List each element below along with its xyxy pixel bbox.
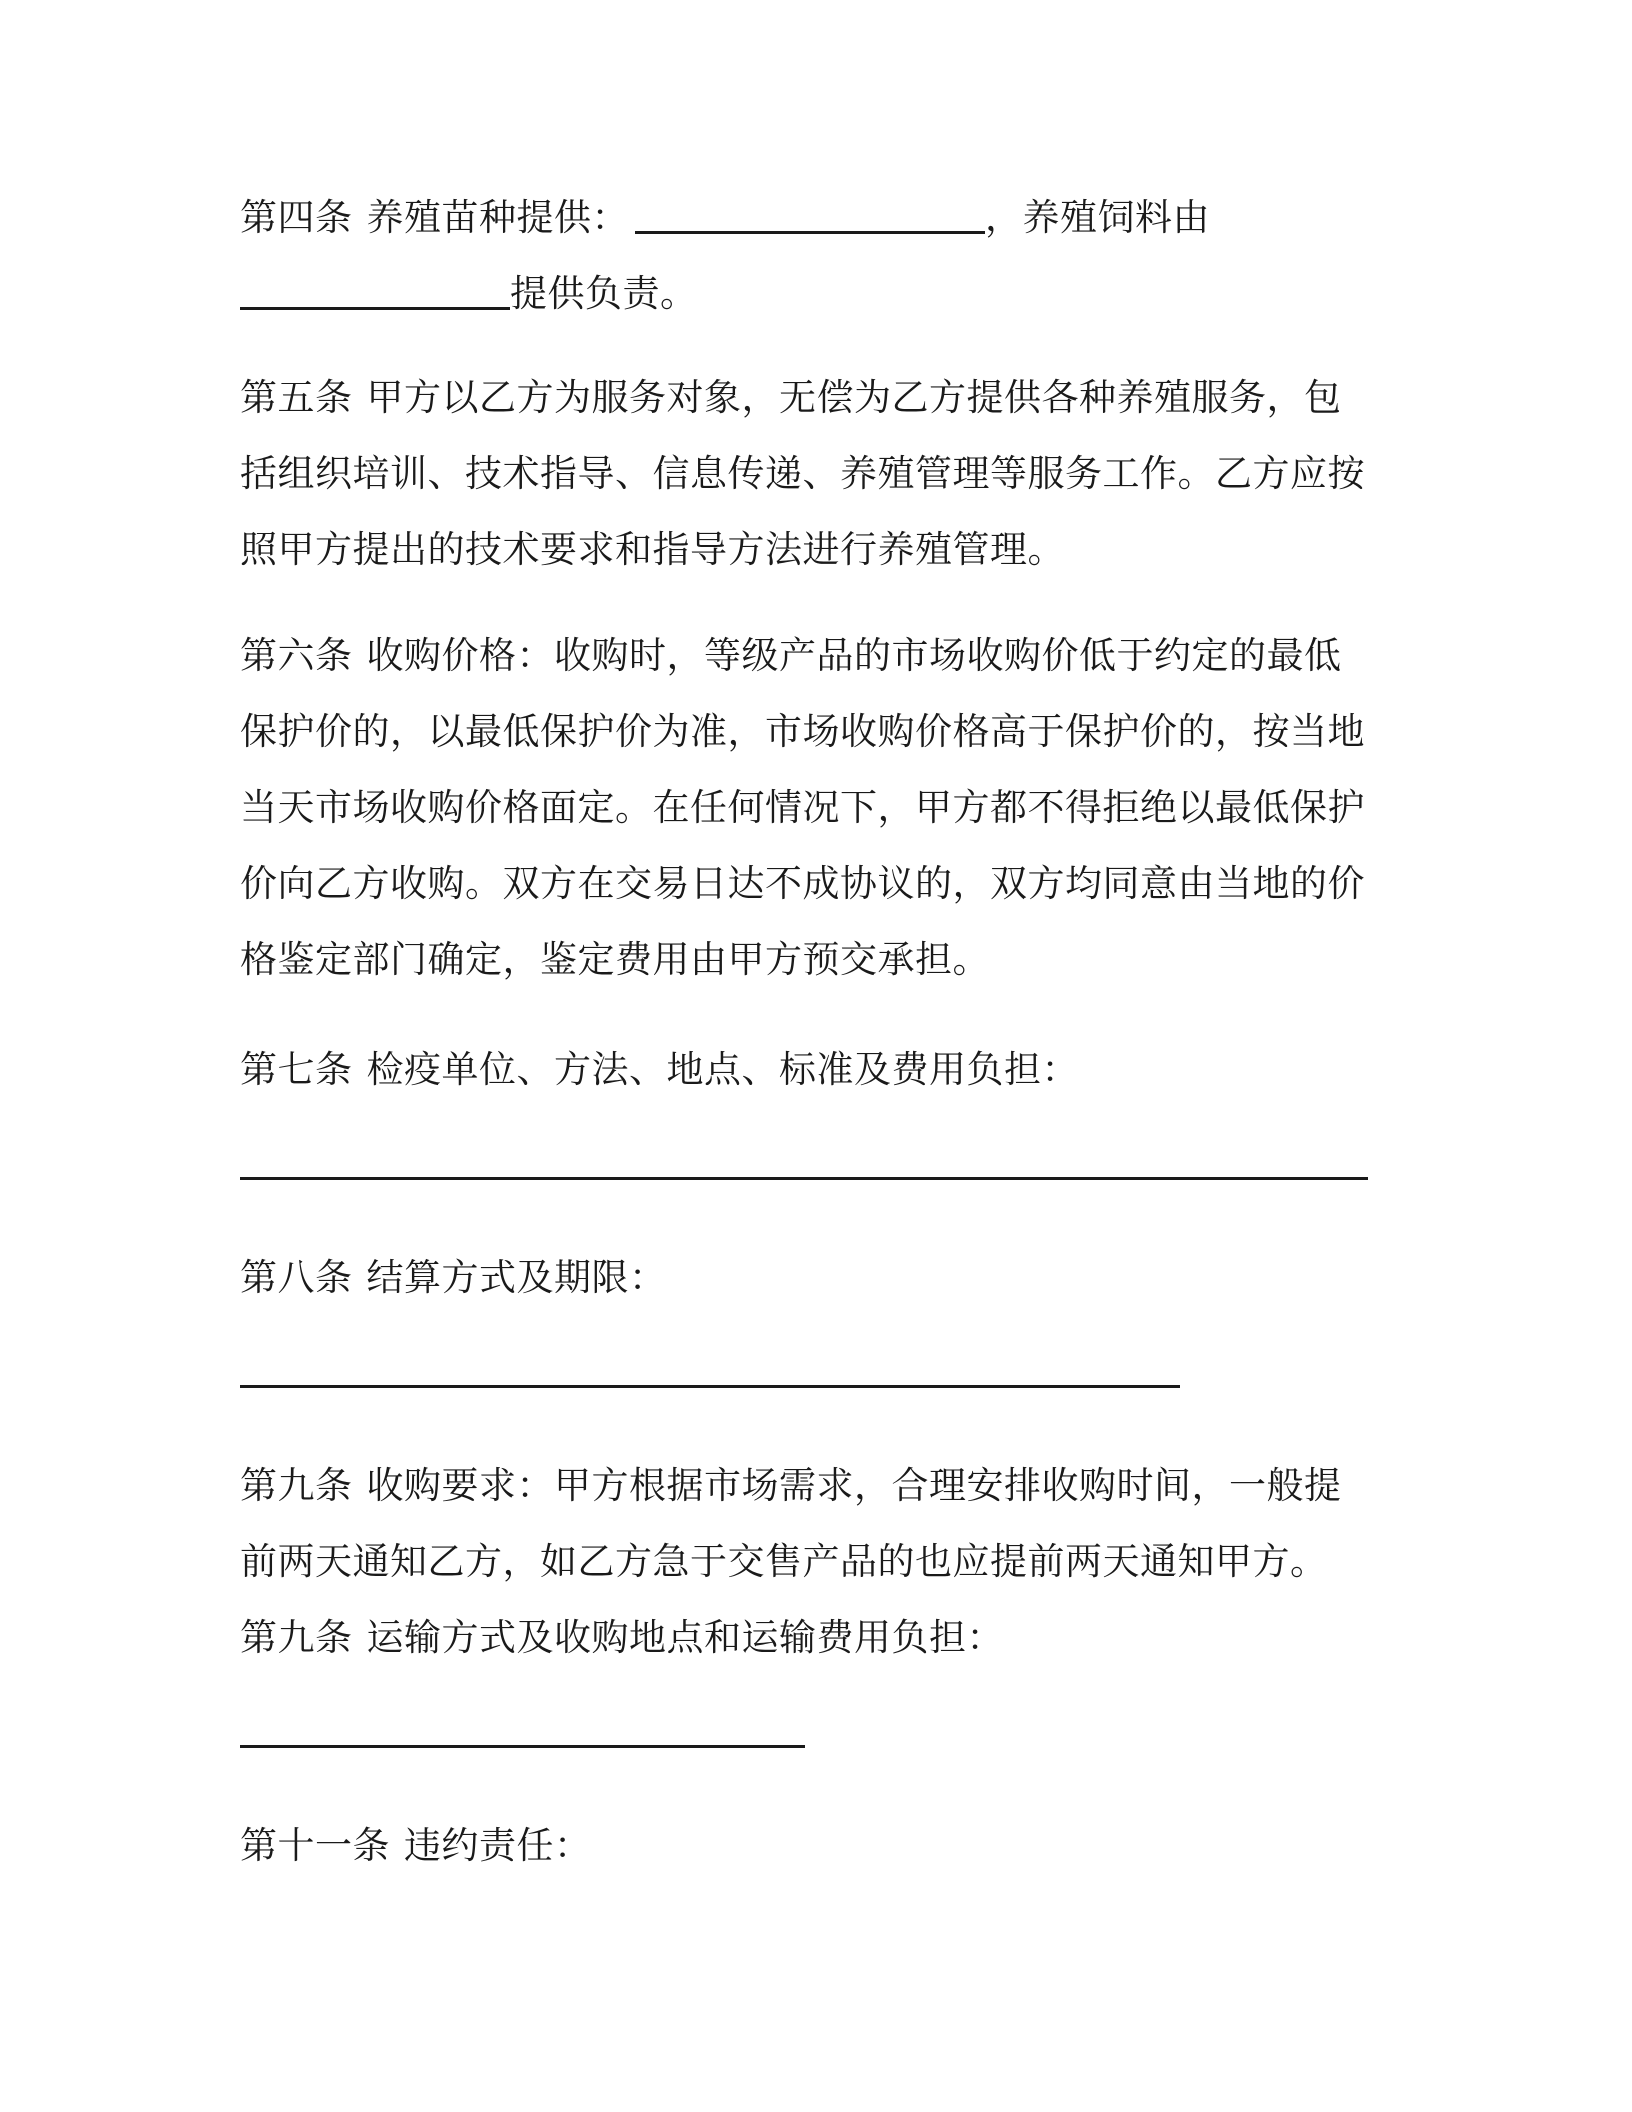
article-8 <box>240 1240 1370 1412</box>
article-5 <box>240 360 1370 588</box>
article-11 <box>240 1808 1370 1884</box>
article-9-label: 第九条 <box>240 1464 353 1507</box>
article-7 <box>240 1032 1370 1204</box>
settlement-blank[interactable] <box>240 1385 1180 1388</box>
article-11-text: 违约责任： <box>404 1824 592 1867</box>
article-4-line-1 <box>240 180 1370 256</box>
article-9-paragraph <box>240 1448 1370 1600</box>
article-4 <box>240 180 1370 332</box>
transport-blank[interactable] <box>240 1745 805 1748</box>
article-8-label: 第八条 <box>240 1256 353 1299</box>
article-4-text-3: 提供负责。 <box>510 272 698 315</box>
article-4-text-1: 养殖苗种提供： <box>366 196 629 239</box>
article-9b-blank-row <box>240 1696 1370 1772</box>
article-4-label: 第四条 <box>240 196 353 239</box>
feed-supplier-blank[interactable] <box>240 307 510 310</box>
article-5-paragraph <box>240 360 1370 588</box>
article-9-text: 收购要求：甲方根据市场需求，合理安排收购时间，一般提前两天通知乙方，如乙方急于交售产品的也应提前两天通知甲方。 <box>240 1464 1342 1583</box>
article-6-text: 收购价格：收购时，等级产品的市场收购价低于约定的最低保护价的，以最低保护价为准，市场收购价格高于保护价的，按当地当天市场收购价格面定。在任何情况下，甲方都不得拒绝以最低保护价向乙方收购。双方在交易日达不成协议的，双方均同意由当地的价格鉴定部门确定，鉴定费用由甲方预交承担。 <box>240 634 1365 981</box>
seed-supplier-blank[interactable] <box>635 231 985 234</box>
article-7-label: 第七条 <box>240 1048 353 1091</box>
article-11-paragraph <box>240 1808 1370 1884</box>
article-6 <box>240 618 1370 998</box>
article-8-paragraph <box>240 1240 1370 1316</box>
article-7-blank-row <box>240 1128 1370 1204</box>
article-9 <box>240 1448 1370 1600</box>
article-5-label: 第五条 <box>240 376 353 419</box>
quarantine-details-blank[interactable] <box>240 1177 1368 1180</box>
article-8-blank-row <box>240 1336 1370 1412</box>
article-4-line-2 <box>240 256 1370 332</box>
article-9b-label: 第九条 <box>240 1616 353 1659</box>
article-9b-paragraph <box>240 1600 1370 1676</box>
article-7-paragraph <box>240 1032 1370 1108</box>
article-6-label: 第六条 <box>240 634 353 677</box>
article-4-text-2: ，养殖饲料由 <box>985 196 1210 239</box>
article-9b-text: 运输方式及收购地点和运输费用负担： <box>366 1616 1004 1659</box>
article-11-label: 第十一条 <box>240 1824 390 1867</box>
article-9b <box>240 1600 1370 1772</box>
article-8-text: 结算方式及期限： <box>366 1256 667 1299</box>
article-7-text: 检疫单位、方法、地点、标准及费用负担： <box>366 1048 1079 1091</box>
article-5-text: 甲方以乙方为服务对象，无偿为乙方提供各种养殖服务，包括组织培训、技术指导、信息传递、养殖管理等服务工作。乙方应按照甲方提出的技术要求和指导方法进行养殖管理。 <box>240 376 1365 571</box>
article-6-paragraph <box>240 618 1370 998</box>
